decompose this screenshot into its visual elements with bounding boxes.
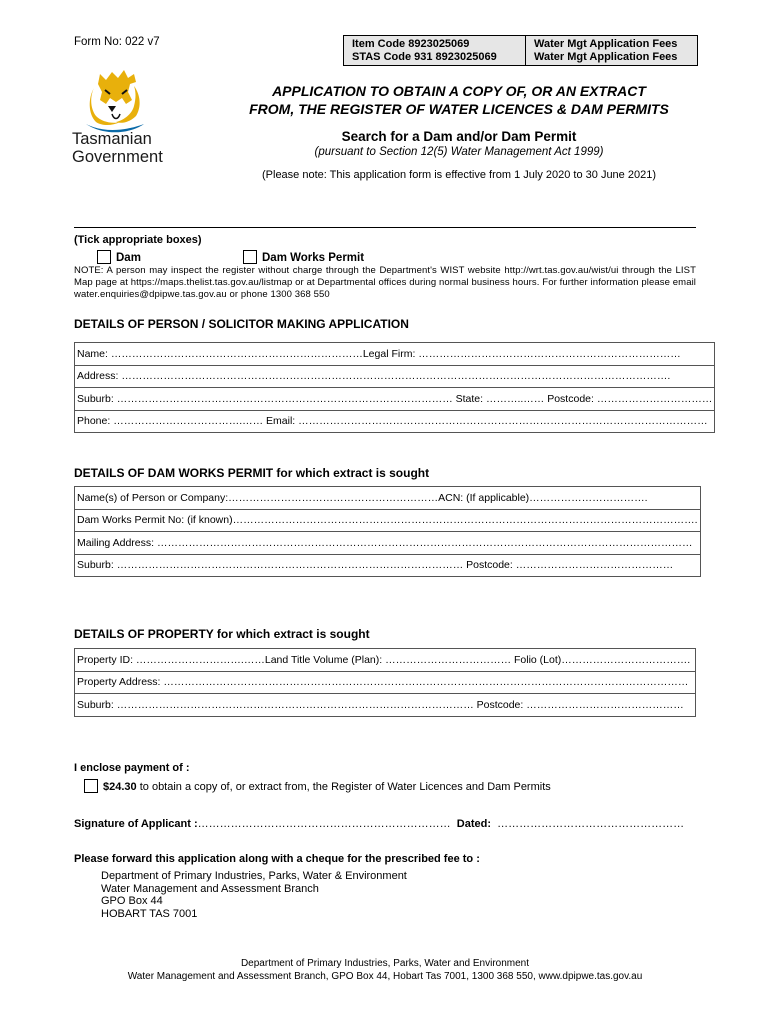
fee-type-1: Water Mgt Application Fees	[534, 38, 678, 50]
item-code-box	[343, 35, 698, 66]
property-address-field[interactable]: Property Address: ……………………………………………………………………………………………………………………………………	[75, 671, 696, 694]
address-line: GPO Box 44	[101, 895, 163, 907]
footer-line-1: Department of Primary Industries, Parks, Water and Environment	[240, 958, 530, 969]
legislation-reference: (pursuant to Section 12(5) Water Management Act 1999)	[314, 146, 604, 158]
table-row	[75, 671, 696, 694]
suburb-postcode-field[interactable]: Suburb: ……………………………………………………………………………………… Postcode: ………………………………………	[75, 554, 701, 577]
name-legal-firm-field[interactable]: Name: ………………………………………………………………Legal Firm: …………………………………………………………………	[75, 343, 715, 366]
forward-heading: Please forward this application along with a cheque for the prescribed fee to :	[74, 853, 480, 865]
payment-amount: $24.30	[103, 781, 137, 793]
payment-heading: I enclose payment of :	[74, 762, 190, 774]
dam-checkbox-label: Dam	[116, 252, 141, 264]
dam-works-details-table	[74, 486, 701, 577]
address-line: Department of Primary Industries, Parks, Water & Environment	[101, 870, 407, 882]
page-title	[220, 82, 698, 118]
fee-type-2: Water Mgt Application Fees	[534, 51, 678, 63]
suburb-state-postcode-field[interactable]: Suburb: …………………………………………………………………………………… State: ………..…… Postcode: ……………………………	[75, 388, 715, 411]
inspection-note: NOTE: A person may inspect the register without charge through the Department's WIST website http://wrt.tas.gov.au/wist/ui through the LIST Map page at https://maps.thelist.tas.gov.au/listmap or at Departmental offices during normal business hours. For further information please email water.enquiries@dpipwe.tas.gov.au or phone 1300 368 550	[74, 265, 696, 300]
table-row	[75, 532, 701, 555]
mailing-address-field[interactable]: Mailing Address: ………………………………………………………………………………………………………………………………………	[75, 532, 701, 555]
item-code: Item Code 8923025069	[352, 38, 470, 50]
person-section-heading: DETAILS OF PERSON / SOLICITOR MAKING APPLICATION	[74, 317, 409, 331]
signature-line	[74, 818, 684, 830]
dam-works-permit-no-field[interactable]: Dam Works Permit No: (if known)…………………………………………………………………………………………………………………….	[75, 509, 701, 532]
title-line-1: APPLICATION TO OBTAIN A COPY OF, OR AN EXTRACT	[272, 83, 646, 99]
person-company-acn-field[interactable]: Name(s) of Person or Company:……………………………………………………ACN: (If applicable)…………………………….	[75, 487, 701, 510]
divider	[74, 227, 696, 228]
phone-email-field[interactable]: Phone: ……………………………….…… Email: ………………………………………………………………………………………………………	[75, 410, 715, 433]
logo-line-2: Government	[72, 148, 163, 166]
dam-checkbox[interactable]	[97, 250, 111, 264]
tick-instructions: (Tick appropriate boxes)	[74, 234, 202, 246]
table-row	[75, 487, 701, 510]
property-details-table	[74, 648, 696, 717]
table-row	[75, 554, 701, 577]
payment-checkbox[interactable]	[84, 779, 98, 793]
title-line-2: FROM, THE REGISTER OF WATER LICENCES & DAM PERMITS	[249, 101, 669, 117]
table-row	[75, 649, 696, 672]
postal-address	[101, 870, 407, 920]
form-number: Form No: 022 v7	[74, 36, 160, 48]
logo-line-1: Tasmanian	[72, 130, 152, 148]
table-row	[75, 509, 701, 532]
logo-text	[72, 130, 163, 166]
property-id-title-field[interactable]: Property ID: ………………………….……Land Title Volume (Plan): ……………………………… Folio (Lot)……………………………….	[75, 649, 696, 672]
table-row	[75, 365, 715, 388]
item-code-cell	[344, 36, 526, 65]
stas-code: STAS Code 931 8923025069	[352, 51, 497, 63]
signature-label: Signature of Applicant :	[74, 818, 198, 830]
signature-field[interactable]: ……………………………………………………………	[197, 818, 451, 830]
page-subtitle: Search for a Dam and/or Dam Permit	[341, 129, 577, 144]
page-footer	[74, 958, 696, 983]
dated-label: Dated:	[456, 818, 492, 830]
dam-works-permit-checkbox-label: Dam Works Permit	[262, 252, 365, 264]
person-details-table	[74, 342, 715, 433]
effective-date-note: (Please note: This application form is effective from 1 July 2020 to 30 June 2021)	[262, 169, 656, 181]
address-line: Water Management and Assessment Branch	[101, 882, 319, 895]
dam-works-section-heading: DETAILS OF DAM WORKS PERMIT for which extract is sought	[74, 466, 430, 480]
footer-line-2: Water Management and Assessment Branch, GPO Box 44, Hobart Tas 7001, 1300 368 550, www.dpipwe.tas.gov.au	[127, 970, 643, 982]
dated-field[interactable]: ……………………………………………	[497, 818, 685, 830]
address-field[interactable]: Address: ………………………………………………………………………………………………………………………………………….	[75, 365, 715, 388]
property-suburb-postcode-field[interactable]: Suburb: ………………………………………………………………………………………… Postcode: ………………………………………	[75, 694, 696, 717]
payment-description: to obtain a copy of, or extract from, the Register of Water Licences and Dam Permits	[139, 781, 551, 793]
property-section-heading: DETAILS OF PROPERTY for which extract is sought	[74, 627, 370, 641]
table-row	[75, 388, 715, 411]
fee-type-cell	[526, 36, 685, 65]
table-row	[75, 410, 715, 433]
table-row	[75, 694, 696, 717]
payment-line	[103, 781, 551, 793]
address-line: HOBART TAS 7001	[101, 907, 198, 920]
table-row	[75, 343, 715, 366]
dam-works-permit-checkbox[interactable]	[243, 250, 257, 264]
